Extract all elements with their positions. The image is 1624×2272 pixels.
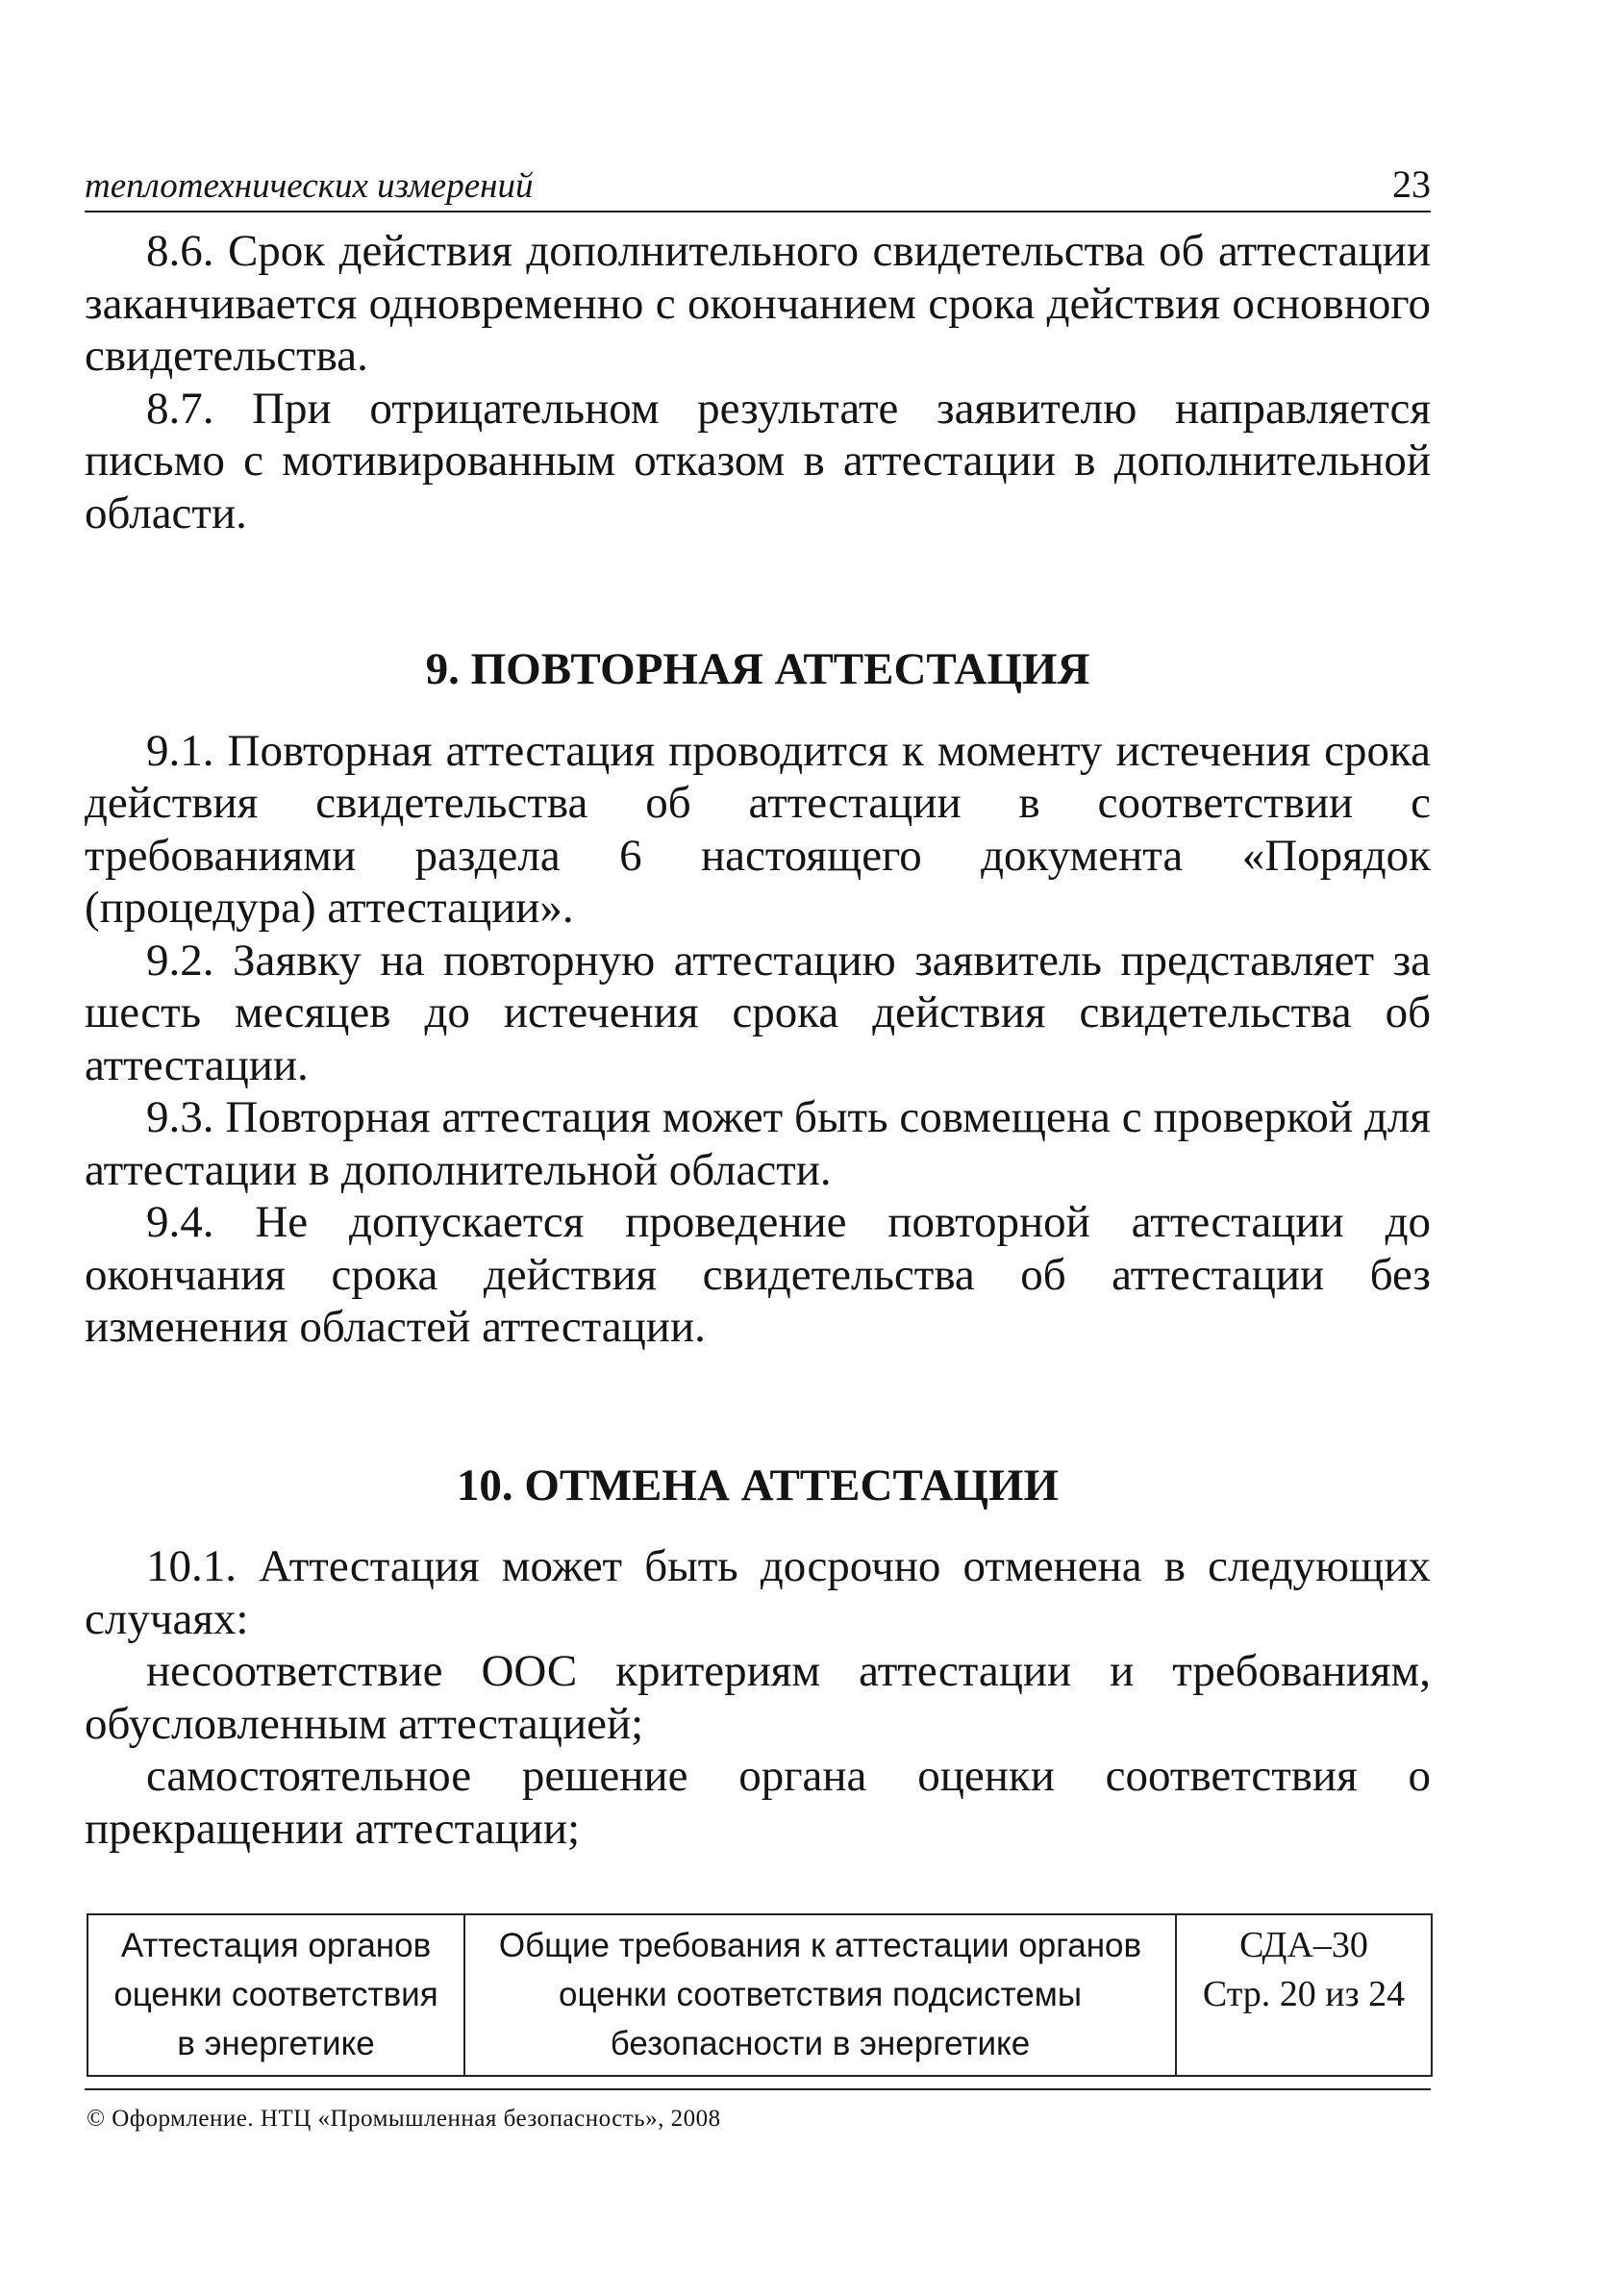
paragraph-9-4: 9.4. Не допускается проведение повторной аттестации до окончания срока действия свидетельства об аттестации без изменения областей аттестации.	[85, 1197, 1431, 1352]
paragraph-8-7: 8.7. При отрицательном результате заявителю направляется письмо с мотивированным отказом в аттестации в дополнительной области.	[85, 383, 1431, 538]
copyright-notice: © Оформление. НТЦ «Промышленная безопасность», 2008	[87, 2106, 721, 2132]
paragraph-8-6: 8.6. Срок действия дополнительного свидетельства об аттестации заканчивается одновременно с окончанием срока действия основного свидетельства.	[85, 226, 1431, 381]
title-line-1: Общие требования к аттестации органов	[498, 1927, 1142, 1964]
list-item-nonconformity: несоответствие ООС критериям аттестации и требованиям, обусловленным аттестацией;	[85, 1646, 1431, 1749]
paragraph-9-3: 9.3. Повторная аттестация может быть совмещена с проверкой для аттестации в дополнительной области.	[85, 1092, 1431, 1195]
document-info-table	[87, 1913, 1433, 2077]
page-of-total: Стр. 20 из 24	[1202, 1974, 1406, 2014]
org-line-2: оценки соответствия	[113, 1976, 438, 2013]
section-10-title: 10. ОТМЕНА АТТЕСТАЦИИ	[456, 1460, 1060, 1511]
list-item-self-decision: самостоятельное решение органа оценки соответствия о прекращении аттестации;	[85, 1751, 1431, 1854]
org-line-1: Аттестация органов	[120, 1927, 432, 1964]
running-title: теплотехнических измерений	[85, 166, 534, 206]
title-line-3: безопасности в энергетике	[610, 2025, 1031, 2062]
org-line-3: в энергетике	[177, 2025, 375, 2062]
document-code: СДА–30	[1239, 1925, 1368, 1965]
table-cell-org	[87, 1914, 464, 2076]
section-9-title: 9. ПОВТОРНАЯ АТТЕСТАЦИЯ	[425, 644, 1090, 694]
paragraph-9-1: 9.1. Повторная аттестация проводится к моменту истечения срока действия свидетельства об аттестации в соответствии с требованиями раздела 6 настоящего документа «Порядок (процедура) аттестации».	[85, 725, 1431, 933]
table-cell-code	[1176, 1914, 1432, 2076]
paragraph-10-1: 10.1. Аттестация может быть досрочно отменена в следующих случаях:	[85, 1541, 1431, 1644]
title-line-2: оценки соответствия подсистемы	[558, 1976, 1083, 2013]
table-cell-title	[464, 1914, 1176, 2076]
copyright-divider	[85, 2088, 1431, 2090]
running-header	[85, 159, 1431, 212]
paragraph-9-2: 9.2. Заявку на повторную аттестацию заявитель представляет за шесть месяцев до истечения срока действия свидетельства об аттестации.	[85, 935, 1431, 1090]
page-body	[85, 225, 1431, 1855]
page-number: 23	[1392, 162, 1431, 206]
